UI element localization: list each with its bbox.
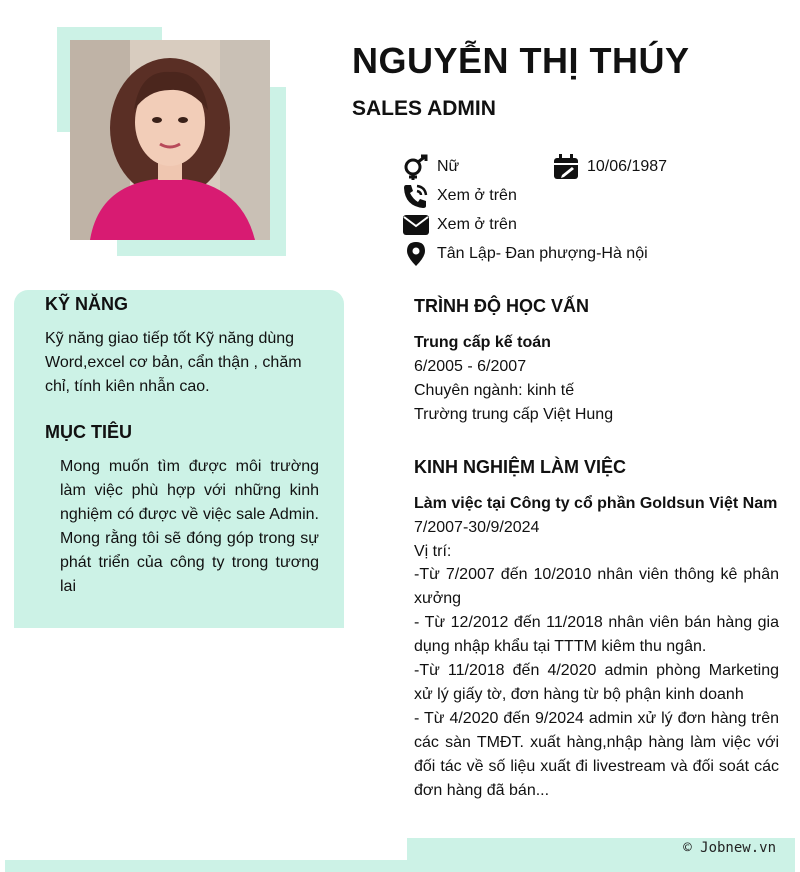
- calendar-icon: [552, 154, 580, 180]
- phone-icon: [402, 183, 430, 209]
- experience-item: -Từ 11/2018 đến 4/2020 admin phòng Marketing xử lý giấy tờ, đơn hàng từ bộ phận kinh doanh: [414, 662, 779, 703]
- education-major: Chuyên ngành: kinh tế: [414, 382, 575, 399]
- objective-text: Mong muốn tìm được môi trường làm việc phù hợp với những kinh nghiệm có được về việc sale Admin. Mong rằng tôi sẽ đóng góp trong sự phát triển của công ty trong tương lai: [60, 458, 319, 595]
- phone-row: [402, 183, 517, 209]
- skills-heading: KỸ NĂNG: [45, 294, 129, 314]
- experience-item: - Từ 4/2020 đến 9/2024 admin xử lý đơn hàng trên các sàn TMĐT. xuất hàng,nhập hàng làm việc với đối tác về số liệu xuất đi livestream và đối soát các đơn hàng đã bán...: [414, 710, 779, 799]
- job-title: SALES ADMIN: [352, 97, 496, 120]
- candidate-name: NGUYỄN THỊ THÚY: [352, 40, 690, 81]
- experience-period: 7/2007-30/9/2024: [414, 519, 540, 536]
- experience-company: Làm việc tại Công ty cổ phần Goldsun Việt Nam: [414, 495, 778, 512]
- objective-heading: MỤC TIÊU: [45, 422, 132, 442]
- gender-icon: [402, 154, 430, 180]
- education-heading: TRÌNH ĐỘ HỌC VẤN: [414, 296, 589, 316]
- gender-value: Nữ: [437, 158, 460, 175]
- address-value: Tân Lập- Đan phượng-Hà nội: [437, 245, 648, 262]
- experience-heading: KINH NGHIỆM LÀM VIỆC: [414, 457, 627, 477]
- email-value: Xem ở trên: [437, 216, 517, 233]
- envelope-icon: [402, 212, 430, 238]
- education-degree: Trung cấp kế toán: [414, 334, 551, 351]
- footer-band: [5, 860, 407, 872]
- education-school: Trường trung cấp Việt Hung: [414, 406, 614, 423]
- experience-item: -Từ 7/2007 đến 10/2010 nhân viên thông kê phân xưởng: [414, 566, 779, 607]
- experience-description: [414, 563, 779, 803]
- profile-photo: [70, 40, 270, 240]
- birthdate-row: [552, 154, 667, 180]
- birthdate-value: 10/06/1987: [587, 158, 668, 175]
- experience-item: - Từ 12/2012 đến 11/2018 nhân viên bán hàng gia dụng nhập khẩu tại TTTM kiêm thu ngân.: [414, 614, 779, 655]
- address-row: [402, 241, 648, 267]
- email-row: [402, 212, 517, 238]
- watermark: © Jobnew.vn: [683, 840, 776, 856]
- phone-value: Xem ở trên: [437, 187, 517, 204]
- gender-row: [402, 154, 459, 180]
- education-period: 6/2005 - 6/2007: [414, 358, 527, 375]
- map-pin-icon: [402, 241, 430, 267]
- experience-position-label: Vị trí:: [414, 543, 452, 560]
- skills-text: Kỹ năng giao tiếp tốt Kỹ năng dùng Word,excel cơ bản, cẩn thận , chăm chỉ, tính kiên nhẫn cao.: [45, 330, 302, 395]
